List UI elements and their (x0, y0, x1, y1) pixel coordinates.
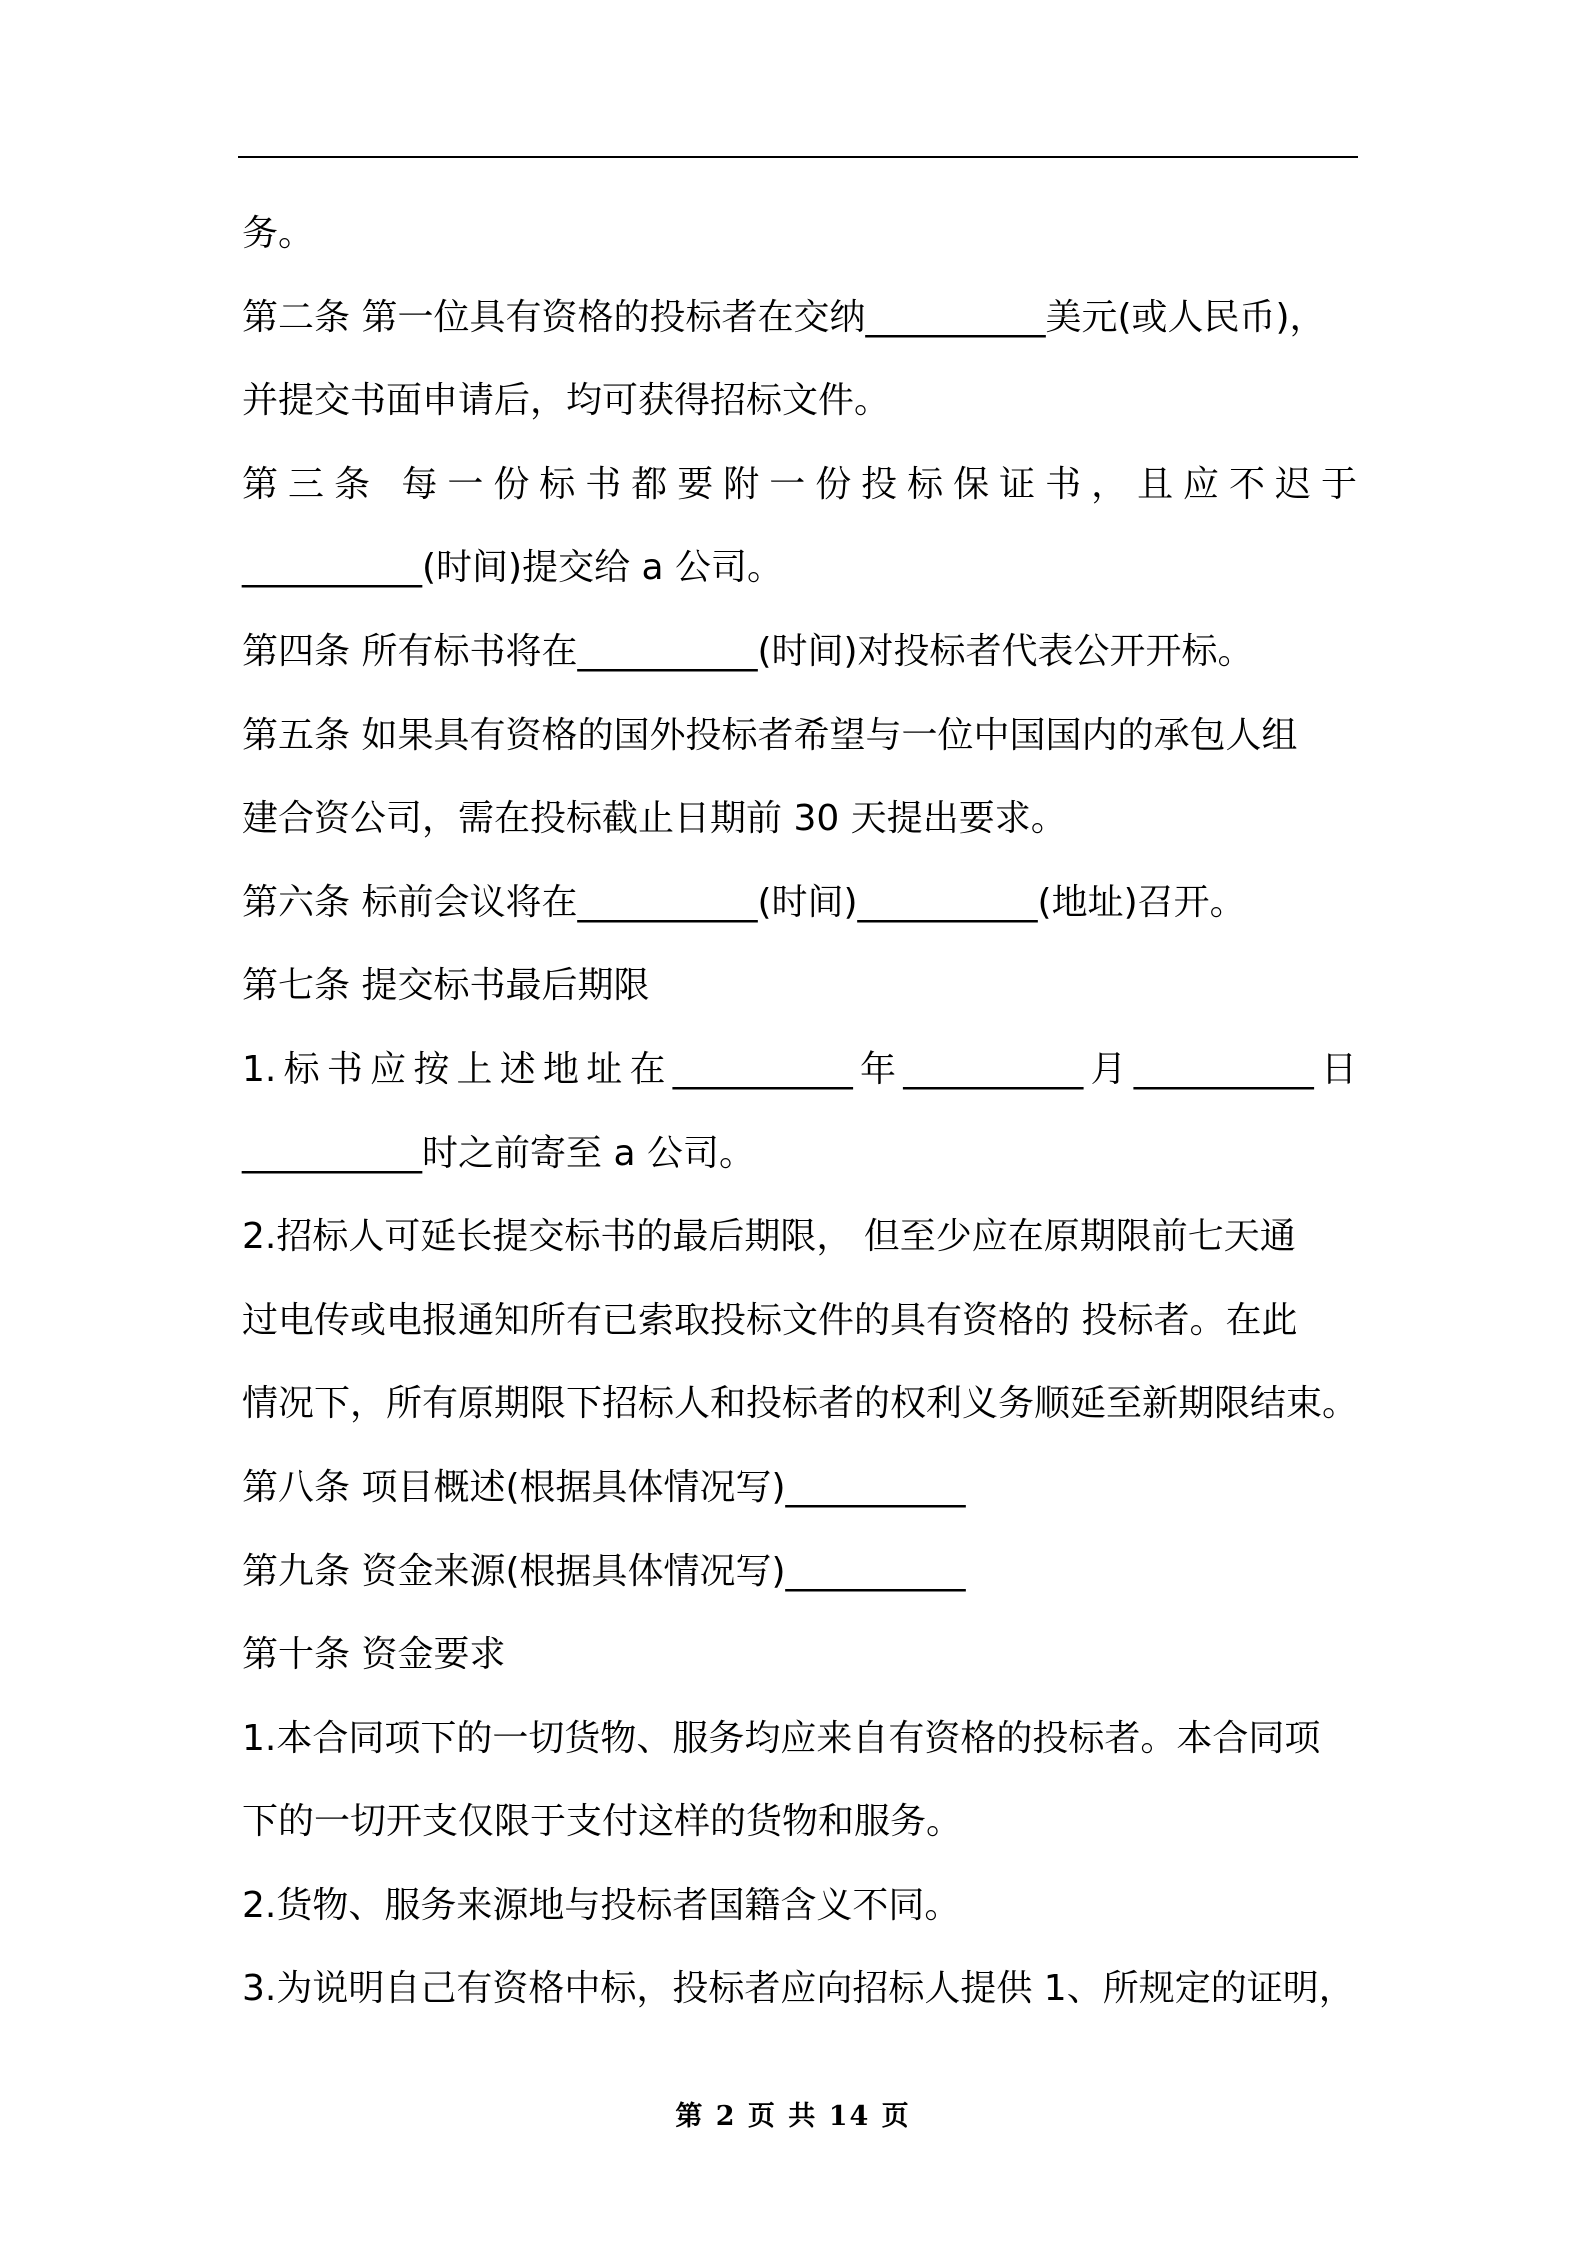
page-footer (0, 2094, 1586, 2133)
document-body (242, 192, 1372, 2031)
text-line: 下的一切开支仅限于支付这样的货物和服务。 (242, 1801, 963, 1843)
text-line: 并提交书面申请后，均可获得招标文件。 (242, 380, 891, 422)
text-line: 第五条 如果具有资格的国外投标者希望与一位中国国内的承包人组 (242, 714, 1298, 756)
text-line: 第二条 第一位具有资格的投标者在交纳__________美元(或人民币)， (242, 296, 1326, 338)
header-rule (238, 156, 1358, 158)
text-line: 1.标书应按上述地址在__________年__________月__________日 (242, 1048, 1357, 1090)
text-line: 2.招标人可延长提交标书的最后期限， 但至少应在原期限前七天通 (242, 1216, 1296, 1258)
text-line: 第六条 标前会议将在__________(时间)__________(地址)召开。 (242, 881, 1246, 923)
text-line: 第九条 资金来源(根据具体情况写)__________ (242, 1550, 966, 1592)
text-line: 第七条 提交标书最后期限 (242, 965, 650, 1007)
text-line: 第三条 每一份标书都要附一份投标保证书，且应不迟于 (242, 463, 1357, 505)
text-line: 第十条 资金要求 (242, 1634, 506, 1676)
text-line: 2.货物、服务来源地与投标者国籍含义不同。 (242, 1884, 961, 1926)
page-number: 第 2 页 共 14 页 (675, 2101, 911, 2132)
text-line: 过电传或电报通知所有已索取投标文件的具有资格的 投标者。在此 (242, 1299, 1298, 1341)
text-line: 务。 (242, 213, 315, 254)
text-line: __________时之前寄至 a 公司。 (242, 1132, 755, 1174)
text-line: 第四条 所有标书将在__________(时间)对投标者代表公开开标。 (242, 630, 1254, 672)
text-line: __________(时间)提交给 a 公司。 (242, 547, 784, 589)
text-line: 建合资公司，需在投标截止日期前 30 天提出要求。 (242, 798, 1067, 840)
text-line: 1.本合同项下的一切货物、服务均应来自有资格的投标者。本合同项 (242, 1717, 1321, 1759)
text-line: 第八条 项目概述(根据具体情况写)__________ (242, 1466, 966, 1508)
text-line: 3.为说明自己有资格中标，投标者应向招标人提供 1、所规定的证明， (242, 1968, 1355, 2010)
text-line: 情况下，所有原期限下招标人和投标者的权利义务顺延至新期限结束。 (242, 1383, 1359, 1425)
